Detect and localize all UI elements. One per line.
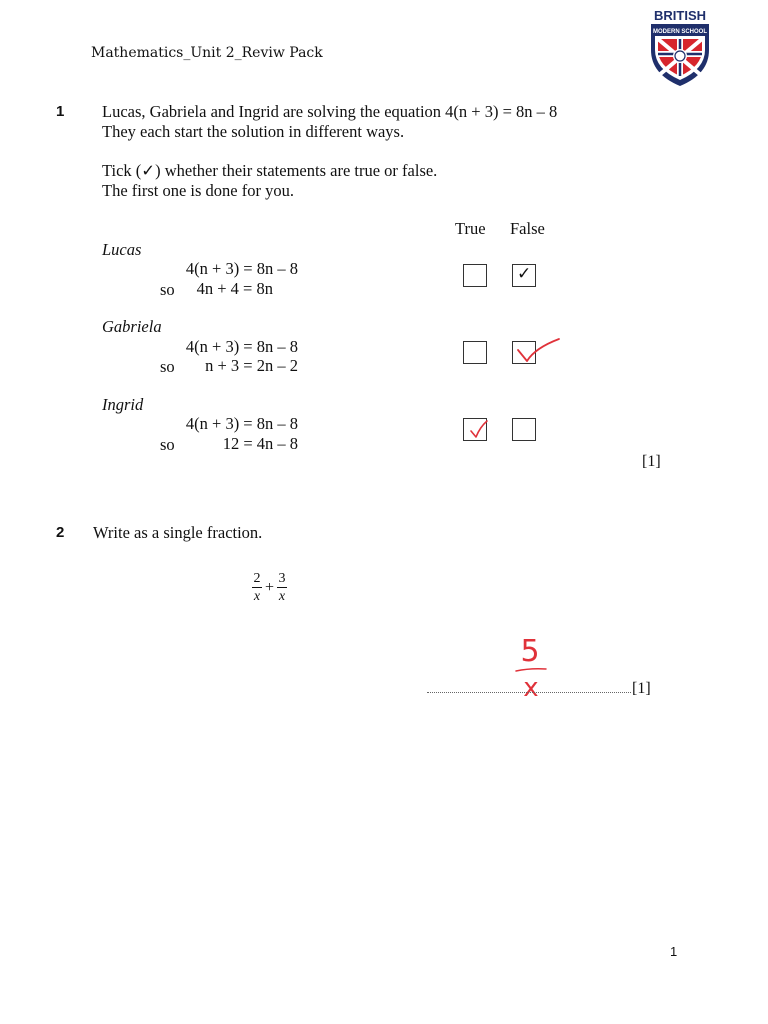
document-header-title: Mathematics_Unit 2_Reviw Pack [91,45,323,61]
row-gabriela-equation-1: 4(n + 3) = 8n – 8 [185,337,298,356]
question-2-marks: [1] [632,680,651,697]
row-gabriela-so: so [160,357,175,376]
row-lucas-so: so [160,280,175,299]
row-ingrid-equation-1: 4(n + 3) = 8n – 8 [185,414,298,433]
question-1-line-1: Lucas, Gabriela and Ingrid are solving the equation 4(n + 3) = 8n – 8 [102,102,558,121]
question-2-number: 2 [56,524,65,541]
fraction-1: $\frac{2}{x}$ [253,571,261,604]
question-1-line-3: Tick (✓) whether their statements are true or false. [102,161,438,180]
row-lucas-name: Lucas [102,240,142,259]
question-1-marks: [1] [642,453,661,470]
row-lucas-equation-2: 4n + 4 = 8n [196,279,273,298]
column-header-true: True [455,219,486,238]
logo-line1: BRITISH [654,8,706,23]
answer-line[interactable] [427,692,631,693]
handwritten-tick-icon [465,418,491,442]
row-ingrid-false-checkbox[interactable] [512,418,536,441]
handwritten-tick-icon [515,336,563,366]
question-2-prompt: Write as a single fraction. [93,523,263,542]
row-lucas-true-checkbox[interactable] [463,264,487,287]
page-number: 1 [670,944,678,959]
plus-sign: + [265,578,275,596]
answer-denominator: x [523,673,539,698]
fraction-2: $\frac{3}{x}$ [278,571,286,604]
row-gabriela-true-checkbox[interactable] [463,341,487,364]
handwritten-answer [508,636,552,698]
column-header-false: False [510,219,545,238]
fraction-expression [252,571,287,604]
question-1-line-4: The first one is done for you. [102,181,294,200]
row-ingrid-name: Ingrid [102,395,144,414]
row-ingrid-equation-2: 12 = 4n – 8 [222,434,298,453]
question-1-number: 1 [56,103,65,120]
row-gabriela-name: Gabriela [102,317,162,336]
logo-line2: MODERN SCHOOL [653,29,707,35]
row-ingrid-so: so [160,435,175,454]
question-1-line-2: They each start the solution in different ways. [102,122,405,141]
row-lucas-false-checkbox[interactable] [512,264,536,287]
answer-numerator: 5 [520,636,540,669]
school-logo [645,6,715,88]
row-lucas-equation-1: 4(n + 3) = 8n – 8 [185,259,298,278]
row-gabriela-equation-2: n + 3 = 2n – 2 [205,356,298,375]
